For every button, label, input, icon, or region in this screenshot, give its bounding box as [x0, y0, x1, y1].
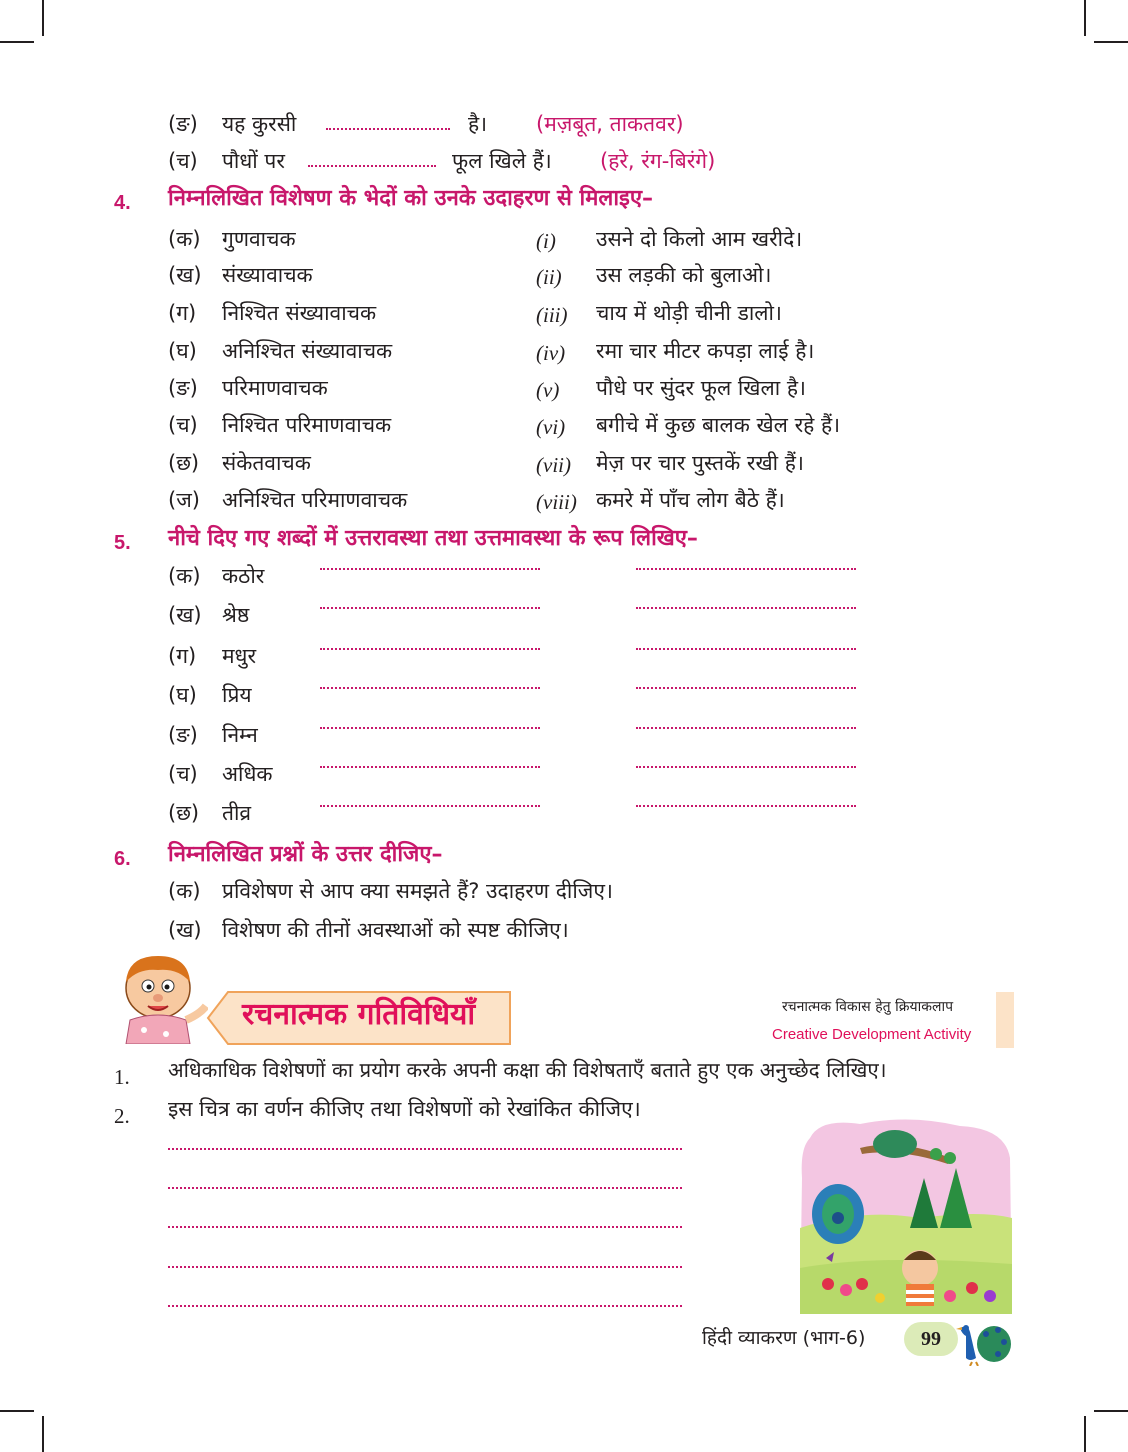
boy-mascot-illustration — [108, 948, 208, 1044]
item-text: फूल खिले हैं। — [452, 149, 552, 173]
item-text: निश्चित परिमाणवाचक — [222, 413, 392, 437]
item-label: (घ) — [168, 339, 197, 363]
answer-line[interactable] — [168, 1305, 682, 1307]
activity-number: 1. — [114, 1065, 130, 1089]
activity-text: इस चित्र का वर्णन कीजिए तथा विशेषणों को रेखांकित कीजिए। — [168, 1097, 641, 1121]
activity-subtitle-hindi: रचनात्मक विकास हेतु क्रियाकलाप — [782, 999, 954, 1015]
roman-numeral: (iv) — [536, 341, 566, 365]
comparative-blank[interactable] — [320, 607, 540, 609]
item-text: अधिक — [222, 762, 273, 786]
example-text: पौधे पर सुंदर फूल खिला है। — [596, 376, 806, 400]
comparative-blank[interactable] — [320, 568, 540, 570]
activity-number: 2. — [114, 1104, 130, 1128]
superlative-blank[interactable] — [636, 648, 856, 650]
example-text: मेज़ पर चार पुस्तकें रखी हैं। — [596, 451, 804, 475]
item-label: (क) — [168, 879, 201, 903]
comparative-blank[interactable] — [320, 766, 540, 768]
example-text: उस लड़की को बुलाओ। — [596, 263, 772, 287]
book-title: हिंदी व्याकरण (भाग-6) — [702, 1327, 866, 1349]
item-label: (क) — [168, 564, 201, 588]
options-text: (मज़बूत, ताकतवर) — [536, 112, 684, 136]
question-number: 6. — [114, 848, 131, 870]
item-label: (च) — [168, 413, 198, 437]
item-text: अनिश्चित परिमाणवाचक — [222, 488, 408, 512]
comparative-blank[interactable] — [320, 727, 540, 729]
question-number: 5. — [114, 532, 131, 554]
roman-numeral: (vi) — [536, 415, 566, 439]
superlative-blank[interactable] — [636, 568, 856, 570]
item-text: है। — [468, 112, 488, 136]
roman-numeral: (iii) — [536, 303, 568, 327]
roman-numeral: (v) — [536, 378, 560, 402]
blank-line[interactable] — [326, 128, 450, 130]
crop-mark — [0, 41, 34, 43]
item-text: परिमाणवाचक — [222, 376, 328, 400]
item-label: (ख) — [168, 263, 202, 287]
crop-mark — [1084, 0, 1086, 36]
answer-line[interactable] — [168, 1266, 682, 1268]
item-label: (ग) — [168, 644, 197, 668]
item-text: गुणवाचक — [222, 227, 296, 251]
item-label: (ख) — [168, 918, 202, 942]
item-label: (ङ) — [168, 112, 198, 136]
roman-numeral: (vii) — [536, 453, 571, 477]
item-text: यह कुरसी — [222, 112, 297, 136]
question-number: 4. — [114, 192, 131, 214]
blank-line[interactable] — [308, 165, 436, 167]
roman-numeral: (viii) — [536, 490, 577, 514]
item-label: (ग) — [168, 301, 197, 325]
example-text: रमा चार मीटर कपड़ा लाई है। — [596, 339, 815, 363]
question-title: निम्नलिखित प्रश्नों के उत्तर दीजिए– — [168, 842, 443, 867]
example-text: उसने दो किलो आम खरीदे। — [596, 227, 803, 251]
example-text: बगीचे में कुछ बालक खेल रहे हैं। — [596, 413, 841, 437]
activity-subtitle-english: Creative Development Activity — [772, 1026, 972, 1043]
item-text: निम्न — [222, 723, 258, 747]
garden-scene-illustration — [800, 1118, 1012, 1314]
comparative-blank[interactable] — [320, 648, 540, 650]
item-text: संख्यावाचक — [222, 263, 313, 287]
banner-title: रचनात्मक गतिविधियाँ — [242, 997, 476, 1032]
comparative-blank[interactable] — [320, 687, 540, 689]
crop-mark — [42, 0, 44, 36]
superlative-blank[interactable] — [636, 805, 856, 807]
item-text: निश्चित संख्यावाचक — [222, 301, 377, 325]
crop-mark — [1084, 1416, 1086, 1452]
options-text: (हरे, रंग-बिरंगे) — [600, 149, 716, 173]
superlative-blank[interactable] — [636, 687, 856, 689]
item-text: तीव्र — [222, 801, 252, 825]
page-number-badge — [904, 1322, 958, 1356]
roman-numeral: (ii) — [536, 265, 562, 289]
crop-mark — [42, 1416, 44, 1452]
item-label: (क) — [168, 227, 201, 251]
answer-line[interactable] — [168, 1226, 682, 1228]
activity-banner — [206, 990, 512, 1046]
item-text: विशेषण की तीनों अवस्थाओं को स्पष्ट कीजिए। — [222, 918, 569, 942]
banner-side-tab — [996, 992, 1014, 1048]
answer-line[interactable] — [168, 1148, 682, 1150]
superlative-blank[interactable] — [636, 766, 856, 768]
comparative-blank[interactable] — [320, 805, 540, 807]
item-text: मधुर — [222, 644, 257, 668]
item-text: संकेतवाचक — [222, 451, 311, 475]
item-label: (च) — [168, 149, 198, 173]
item-text: पौधों पर — [222, 149, 285, 173]
item-label: (ङ) — [168, 723, 198, 747]
crop-mark — [1094, 41, 1128, 43]
item-label: (ख) — [168, 603, 202, 627]
item-text: अनिश्चित संख्यावाचक — [222, 339, 393, 363]
peacock-icon — [954, 1318, 1012, 1366]
item-text: प्रिय — [222, 683, 252, 707]
question-title: नीचे दिए गए शब्दों में उत्तरावस्था तथा उत्तमावस्था के रूप लिखिए– — [168, 526, 698, 551]
activity-text: अधिकाधिक विशेषणों का प्रयोग करके अपनी कक्षा की विशेषताएँ बताते हुए एक अनुच्छेद लिखिए। — [168, 1058, 887, 1082]
crop-mark — [0, 1410, 34, 1412]
item-text: कठोर — [222, 564, 265, 588]
item-label: (च) — [168, 762, 198, 786]
superlative-blank[interactable] — [636, 727, 856, 729]
answer-line[interactable] — [168, 1187, 682, 1189]
page-number: 99 — [921, 1328, 941, 1350]
item-text: प्रविशेषण से आप क्या समझते हैं? उदाहरण दीजिए। — [222, 879, 613, 903]
question-title: निम्नलिखित विशेषण के भेदों को उनके उदाहरण से मिलाइए– — [168, 186, 653, 211]
example-text: कमरे में पाँच लोग बैठे हैं। — [596, 488, 785, 512]
roman-numeral: (i) — [536, 229, 556, 253]
item-text: श्रेष्ठ — [222, 603, 250, 627]
item-label: (छ) — [168, 451, 200, 475]
item-label: (ङ) — [168, 376, 198, 400]
item-label: (ज) — [168, 488, 200, 512]
superlative-blank[interactable] — [636, 607, 856, 609]
example-text: चाय में थोड़ी चीनी डालो। — [596, 301, 782, 325]
item-label: (घ) — [168, 683, 197, 707]
crop-mark — [1094, 1410, 1128, 1412]
item-label: (छ) — [168, 801, 200, 825]
